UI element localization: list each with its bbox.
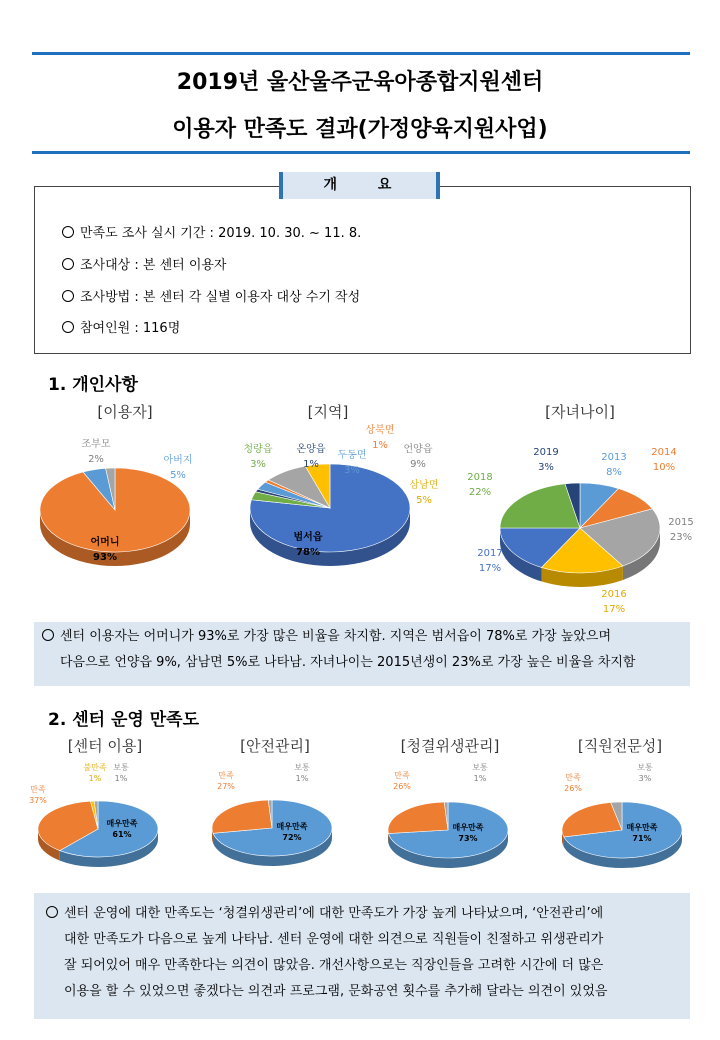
overview-item-text: 참여인원 : 116명 <box>80 321 181 336</box>
slice-label: 2014 <box>651 447 677 458</box>
slice-percent-label: 73% <box>458 834 478 843</box>
page-title-line1: 2019년 울산울주군육아종합지원센터 <box>176 70 544 95</box>
slice-percent-label: 1% <box>295 774 309 783</box>
slice-label: 보통 <box>294 763 310 772</box>
slice-label: 매우만족 <box>276 822 308 831</box>
slice-label: 범서읍 <box>293 532 323 543</box>
slice-percent-label: 9% <box>410 459 426 470</box>
slice-percent-label: 1% <box>372 440 388 451</box>
summary-text: 대한 만족도가 다음으로 높게 나타남. 센터 운영에 대한 의견으로 직원들이 친절하고 위생관리가 <box>64 932 604 947</box>
slice-label: 삼남면 <box>409 480 439 491</box>
slice-percent-label: 37% <box>29 796 47 805</box>
slice-percent-label: 1% <box>473 774 487 783</box>
summary-text: 다음으로 언양읍 9%, 삼남면 5%로 나타남. 자녀나이는 2015년생이 23%로 가장 높은 비율을 차지함 <box>60 655 636 670</box>
chart-title: [지역] <box>307 403 349 421</box>
slice-percent-label: 23% <box>669 532 693 543</box>
slice-label: 언양읍 <box>403 444 433 455</box>
slice-percent-label: 26% <box>393 782 411 791</box>
chart-title: [직원전문성] <box>577 737 663 755</box>
slice-label: 매우만족 <box>626 823 658 832</box>
slice-label: 불만족 <box>83 763 107 772</box>
slice-percent-label: 93% <box>93 552 117 563</box>
slice-percent-label: 8% <box>606 467 622 478</box>
page-title-line2: 이용자 만족도 결과(가정양육지원사업) <box>172 117 548 142</box>
slice-label: 온양읍 <box>296 444 326 455</box>
slice-label: 보통 <box>472 763 488 772</box>
summary-line <box>46 927 690 953</box>
slice-label: 만족 <box>565 773 581 782</box>
slice-label: 보통 <box>113 763 129 772</box>
slice-label: 2016 <box>601 589 627 600</box>
slice-percent-label: 17% <box>478 563 502 574</box>
chart-title: [청결위생관리] <box>400 737 500 755</box>
slice-label: 청량읍 <box>243 444 273 455</box>
slice-percent-label: 3% <box>250 459 266 470</box>
slice-percent-label: 72% <box>282 833 302 842</box>
overview-tab: 개 요 <box>279 172 440 199</box>
slice-percent-label: 78% <box>296 547 320 558</box>
summary-text: 잘 되어있어 매우 만족한다는 의견이 많았음. 개선사항으로는 직장인들을 고려한 시간에 더 많은 <box>64 958 604 973</box>
slice-label: 만족 <box>30 785 46 794</box>
slice-label: 2013 <box>601 452 627 463</box>
chart-title: [센터 이용] <box>67 737 143 755</box>
chart-title: [자녀나이] <box>545 403 615 421</box>
slice-label: 만족 <box>394 771 410 780</box>
summary-line <box>46 979 690 1005</box>
slice-label: 2018 <box>467 472 493 483</box>
summary-text: 이용을 할 수 있었으면 좋겠다는 의견과 프로그램, 문화공연 횟수를 추가해 달라는 의견이 있었음 <box>64 984 608 999</box>
slice-percent-label: 5% <box>416 495 432 506</box>
slice-percent-label: 5% <box>170 470 186 481</box>
slice-percent-label: 10% <box>652 462 676 473</box>
slice-percent-label: 26% <box>564 784 582 793</box>
section2-summary <box>34 893 690 1019</box>
slice-percent-label: 3% <box>638 774 652 783</box>
slice-label: 2015 <box>668 517 694 528</box>
slice-label: 보통 <box>637 763 653 772</box>
slice-label: 2019 <box>533 447 559 458</box>
slice-label: 상북면 <box>365 425 395 436</box>
slice-percent-label: 27% <box>217 782 235 791</box>
overview-item-text: 조사대상 : 본 센터 이용자 <box>80 258 227 273</box>
slice-label: 어머니 <box>90 537 120 548</box>
slice-percent-label: 3% <box>344 465 360 476</box>
bullet-circle-icon <box>46 906 58 918</box>
summary-line <box>46 901 690 927</box>
slice-percent-label: 61% <box>112 830 132 839</box>
slice-percent-label: 17% <box>602 604 626 615</box>
slice-label: 매우만족 <box>452 823 484 832</box>
slice-label: 2017 <box>477 548 503 559</box>
slice-label: 매우만족 <box>106 819 138 828</box>
overview-item-text: 만족도 조사 실시 기간 : 2019. 10. 30. ~ 11. 8. <box>80 226 362 241</box>
slice-percent-label: 71% <box>632 834 652 843</box>
section2-title: 2. 센터 운영 만족도 <box>48 710 199 730</box>
slice-percent-label: 22% <box>468 487 492 498</box>
summary-line <box>46 953 690 979</box>
slice-label: 조부모 <box>81 439 111 450</box>
chart-title: [이용자] <box>97 403 153 421</box>
slice-label: 아버지 <box>163 455 193 466</box>
chart-title: [안전관리] <box>240 737 310 755</box>
slice-percent-label: 2% <box>88 454 104 465</box>
summary-text: 센터 이용자는 어머니가 93%로 가장 많은 비율을 차지함. 지역은 범서읍이 78%로 가장 높았으며 <box>60 629 612 644</box>
slice-percent-label: 3% <box>538 462 554 473</box>
slice-percent-label: 1% <box>114 774 128 783</box>
section1-title: 1. 개인사항 <box>48 375 138 395</box>
summary-text: 센터 운영에 대한 만족도는 ‘청결위생관리’에 대한 만족도가 가장 높게 나타났으며, ‘안전관리’에 <box>64 906 604 921</box>
slice-label: 두동면 <box>337 450 367 461</box>
overview-item-text: 조사방법 : 본 센터 각 실별 이용자 대상 수기 작성 <box>80 290 361 305</box>
slice-percent-label: 1% <box>303 459 319 470</box>
slice-percent-label: 1% <box>88 774 102 783</box>
slice-label: 만족 <box>218 771 234 780</box>
